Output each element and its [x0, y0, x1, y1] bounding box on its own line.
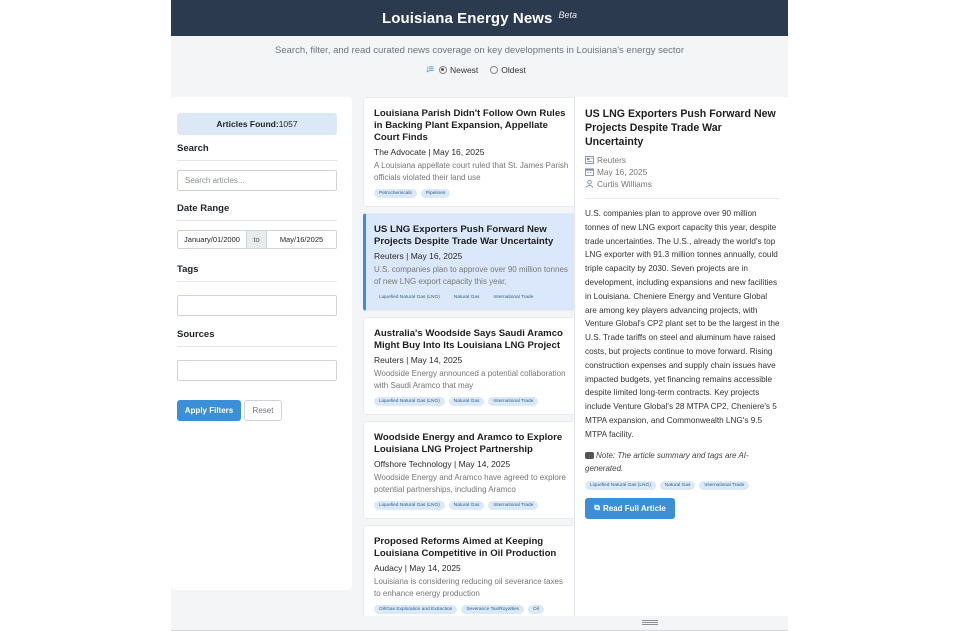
app-title: Louisiana Energy News: [382, 9, 553, 27]
articles-count-badge: [177, 113, 337, 135]
article-list: [363, 97, 575, 616]
article-title: Woodside Energy and Aramco to Explore Louisiana LNG Project Partnership: [374, 432, 563, 455]
article-desc: Woodside Energy and Aramco have agreed to explore potential partnerships, including Aramco: [374, 473, 566, 494]
article-desc: Woodside Energy announced a potential collaboration with Saudi Aramco that may: [374, 369, 566, 390]
search-input[interactable]: Search articles...: [177, 170, 337, 191]
detail-body: U.S. companies plan to approve over 90 million tonnes of new LNG export capacity this year, despite trade uncertainties. The U.S., already the world's top LNG exporter with 91.3 million tonnes annually, could triple capacity by 2030. Seven projects are in development, including expansions and new facilities in Louisiana. Cheniere Energy and Venture Global are among key players advancing projects, with Venture Global's CP2 plant set to be the largest in the U.S. Trade tariffs on steel and aluminum have raised costs, but projects continue to move forward. Rising construction expenses and supply chain issues have impacted budgets, yet financing remains accessible despite limited long-term contracts. Key projects include Venture Global's 28 MTPA CP2, Cheniere's 5 MTPA expansion, and Commonwealth LNG's 9.5 MTPA facility.: [585, 209, 780, 439]
article-desc: A Louisiana appellate court ruled that St. James Parish officials violated their land use: [374, 161, 569, 182]
article-title: Australia's Woodside Says Saudi Aramco Might Buy Into Its Louisiana LNG Project: [374, 328, 563, 351]
article-title: US LNG Exporters Push Forward New Projects Despite Trade War Uncertainty: [374, 224, 554, 247]
resize-handle[interactable]: [642, 620, 658, 625]
newspaper-icon: [585, 156, 594, 164]
article-tags: [374, 293, 569, 302]
article-detail-pane: [574, 97, 788, 616]
tag-badge: International Trade: [488, 293, 538, 302]
articles-count-value: 1057: [278, 119, 298, 129]
detail-date: May 16, 2025: [597, 167, 648, 177]
sort-newest-label: Newest: [449, 64, 479, 75]
article-card-selected[interactable]: [363, 213, 575, 311]
article-card[interactable]: [363, 97, 575, 207]
tag-badge: International Trade: [488, 501, 538, 510]
tags-label: Tags: [177, 264, 337, 282]
article-card[interactable]: [363, 525, 575, 616]
app-header: [171, 0, 788, 36]
date-range-label: Date Range: [177, 203, 337, 221]
robot-icon: [585, 452, 594, 459]
tag-badge: Natural Gas: [660, 481, 696, 490]
detail-tags: [585, 481, 780, 490]
article-tags: [374, 605, 569, 614]
tag-badge: Petrochemicals: [374, 189, 417, 198]
radio-checked-icon[interactable]: [439, 66, 447, 74]
article-meta: Audacy | May 14, 2025: [374, 563, 461, 573]
sort-oldest-label: Oldest: [501, 64, 526, 75]
radio-unchecked-icon[interactable]: [490, 66, 498, 74]
detail-author-line: [585, 179, 780, 189]
tag-badge: International Trade: [699, 481, 749, 490]
article-tags: [374, 397, 569, 406]
article-desc: U.S. companies plan to approve over 90 million tonnes of new LNG export capacity this year,: [374, 265, 568, 286]
tag-badge: Severance Tax/Royalties: [461, 605, 524, 614]
date-to-label: to: [247, 230, 266, 249]
detail-author: Curtis Williams: [597, 179, 652, 189]
tag-badge: Liquefied Natural Gas (LNG): [585, 481, 656, 490]
article-tags: [374, 189, 569, 198]
articles-count-label: Articles Found:: [216, 119, 279, 129]
tag-badge: Oil: [528, 605, 544, 614]
tag-badge: Oil/Gas Exploration and Extraction: [374, 605, 457, 614]
tag-badge: International Trade: [488, 397, 538, 406]
sort-newest-radio[interactable]: [439, 65, 478, 75]
detail-source: Reuters: [597, 155, 627, 165]
page-subtitle: Search, filter, and read curated news coverage on key developments in Louisiana's energy sector: [275, 45, 684, 56]
sources-input[interactable]: [177, 360, 337, 381]
article-title: Louisiana Parish Didn't Follow Own Rules in Backing Plant Expansion, Appellate Court Finds: [374, 108, 566, 143]
tags-input[interactable]: [177, 295, 337, 316]
date-from-input[interactable]: January/01/2000: [177, 230, 247, 249]
apply-filters-button[interactable]: Apply Filters: [177, 400, 241, 421]
read-full-article-button[interactable]: [585, 498, 675, 519]
detail-title: US LNG Exporters Push Forward New Projects Despite Trade War Uncertainty: [585, 108, 776, 148]
reset-button[interactable]: Reset: [244, 400, 282, 421]
sort-descending-icon[interactable]: ↓≡: [425, 64, 432, 75]
ai-note: [585, 449, 780, 476]
detail-meta: [585, 155, 780, 189]
article-card[interactable]: [363, 317, 575, 415]
article-desc: Louisiana is considering reducing oil severance taxes to enhance energy production: [374, 577, 563, 598]
user-icon: [585, 180, 594, 188]
article-meta: Reuters | May 16, 2025: [374, 251, 463, 261]
ai-note-text: Note: The article summary and tags are AI-generated.: [585, 450, 749, 474]
app-window: [171, 0, 788, 631]
external-link-icon: ⧉: [594, 503, 600, 513]
tag-badge: Natural Gas: [449, 397, 485, 406]
date-to-input[interactable]: May/16/2025: [266, 230, 337, 249]
calendar-icon: [585, 168, 594, 176]
tag-badge: Natural Gas: [449, 501, 485, 510]
filter-sidebar: [171, 97, 352, 590]
tag-badge: Liquefied Natural Gas (LNG): [374, 397, 445, 406]
beta-badge: Beta: [558, 10, 577, 20]
tag-badge: Pipelines: [421, 189, 450, 198]
tag-badge: Liquefied Natural Gas (LNG): [374, 501, 445, 510]
filter-buttons: [177, 400, 337, 421]
sources-label: Sources: [177, 329, 337, 347]
article-meta: The Advocate | May 16, 2025: [374, 147, 485, 157]
detail-source-line: [585, 155, 780, 165]
tag-badge: Liquefied Natural Gas (LNG): [374, 293, 445, 302]
date-range-group: [177, 230, 337, 249]
article-meta: Reuters | May 14, 2025: [374, 355, 463, 365]
read-full-article-label: Read Full Article: [602, 503, 666, 513]
divider: [585, 198, 780, 199]
article-meta: Offshore Technology | May 14, 2025: [374, 459, 511, 469]
tag-badge: Natural Gas: [449, 293, 485, 302]
article-tags: [374, 501, 569, 510]
sort-oldest-radio[interactable]: [490, 65, 526, 75]
detail-date-line: [585, 167, 780, 177]
sort-bar: [171, 64, 788, 75]
search-label: Search: [177, 143, 337, 161]
article-card[interactable]: [363, 421, 575, 519]
article-title: Proposed Reforms Aimed at Keeping Louisiana Competitive in Oil Production: [374, 536, 557, 559]
